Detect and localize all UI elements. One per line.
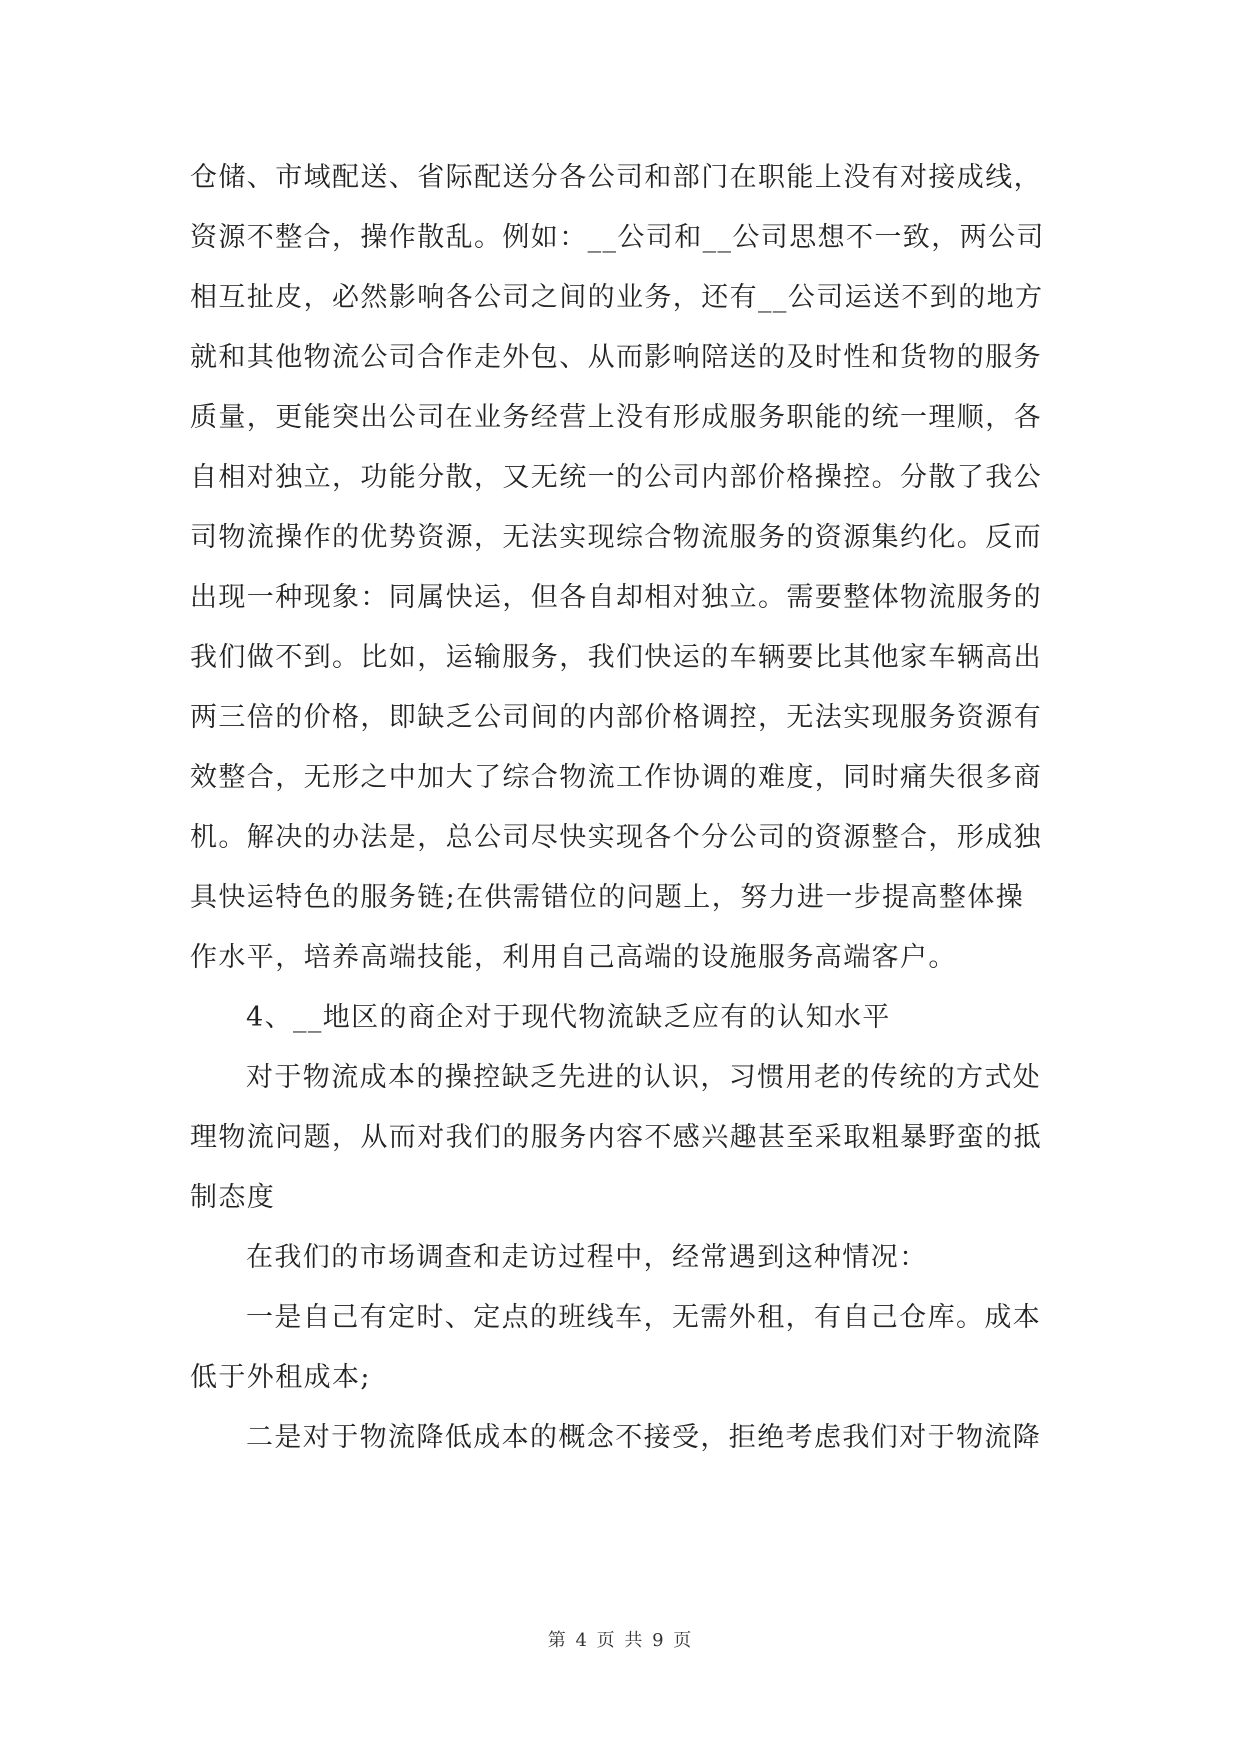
- footer-middle: 页 共: [596, 1630, 645, 1651]
- text-line: 作水平，培养高端技能，利用自己高端的设施服务高端客户。: [190, 942, 957, 973]
- text-line: 对于物流成本的操控缺乏先进的认识，习惯用老的传统的方式处: [246, 1062, 1042, 1093]
- total-pages-number: 9: [652, 1630, 666, 1651]
- text-line: 一是自己有定时、定点的班线车，无需外租，有自己仓库。成本: [246, 1302, 1042, 1333]
- body-text: [190, 148, 1058, 1468]
- text-line: 理物流问题，从而对我们的服务内容不感兴趣甚至采取粗暴野蛮的抵: [190, 1122, 1042, 1153]
- text-line: 低于外租成本;: [190, 1362, 371, 1393]
- text-line: 我们做不到。比如，运输服务，我们快运的车辆要比其他家车辆高出: [190, 642, 1042, 673]
- text-line: 在我们的市场调查和走访过程中，经常遇到这种情况：: [246, 1242, 928, 1273]
- text-line: 自相对独立，功能分散，又无统一的公司内部价格操控。分散了我公: [190, 462, 1042, 493]
- text-line: 两三倍的价格，即缺乏公司间的内部价格调控，无法实现服务资源有: [190, 702, 1042, 733]
- text-line: 具快运特色的服务链;在供需错位的问题上，努力进一步提高整体操: [190, 882, 1025, 913]
- text-line: 相互扯皮，必然影响各公司之间的业务，还有__公司运送不到的地方: [190, 282, 1044, 313]
- text-line: 机。解决的办法是，总公司尽快实现各个分公司的资源整合，形成独: [190, 822, 1042, 853]
- text-line: 仓储、市域配送、省际配送分各公司和部门在职能上没有对接成线，: [190, 162, 1042, 193]
- current-page-number: 4: [575, 1630, 589, 1651]
- text-line: 效整合，无形之中加大了综合物流工作协调的难度，同时痛失很多商: [190, 762, 1042, 793]
- text-line: 制态度: [190, 1182, 276, 1213]
- section-heading: 4、__地区的商企对于现代物流缺乏应有的认知水平: [246, 1002, 891, 1033]
- footer-suffix: 页: [673, 1630, 694, 1651]
- text-line: 质量，更能突出公司在业务经营上没有形成服务职能的统一理顺，各: [190, 402, 1042, 433]
- footer-prefix: 第: [547, 1630, 568, 1651]
- text-line: 司物流操作的优势资源，无法实现综合物流服务的资源集约化。反而: [190, 522, 1042, 553]
- text-line: 出现一种现象：同属快运，但各自却相对独立。需要整体物流服务的: [190, 582, 1042, 613]
- text-line: 就和其他物流公司合作走外包、从而影响陪送的及时性和货物的服务: [190, 342, 1042, 373]
- page-footer: [0, 1626, 1241, 1652]
- text-line: 二是对于物流降低成本的概念不接受，拒绝考虑我们对于物流降: [246, 1422, 1042, 1453]
- text-line: 资源不整合，操作散乱。例如：__公司和__公司思想不一致，两公司: [190, 222, 1045, 253]
